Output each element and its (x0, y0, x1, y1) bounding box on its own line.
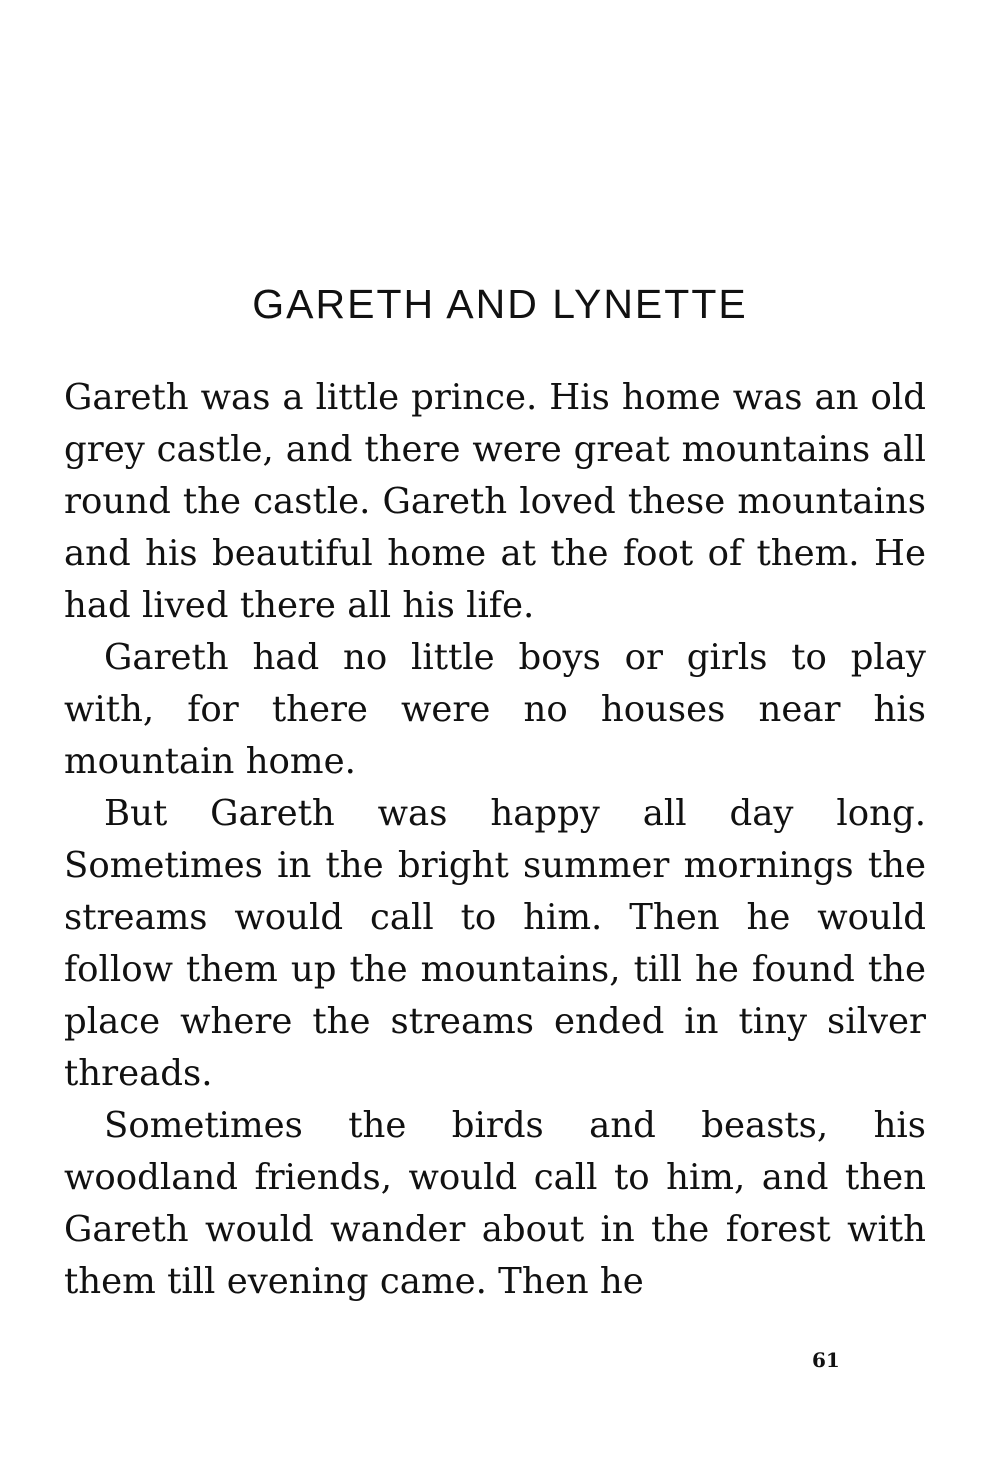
paragraph-1: Gareth was a little prince. His home was an old grey castle, and there were great mountains all round the castle. Gareth loved these mountains and his beautiful home at the foot of them. He had lived there all his life. (64, 377, 926, 626)
page-number: 61 (812, 1348, 840, 1372)
chapter-title: GARETH AND LYNETTE (252, 281, 748, 327)
body-text (64, 372, 926, 1308)
paragraph-3: But Gareth was happy all day long. Sometimes in the bright summer mornings the streams would call to him. Then he would follow them up the mountains, till he found the place where the streams ended in tiny silver threads. (64, 793, 926, 1094)
paragraph-4: Sometimes the birds and beasts, his woodland friends, would call to him, and then Gareth would wander about in the forest with them till evening came. Then he (64, 1105, 926, 1302)
paragraph-2: Gareth had no little boys or girls to play with, for there were no houses near his mountain home. (64, 637, 926, 782)
